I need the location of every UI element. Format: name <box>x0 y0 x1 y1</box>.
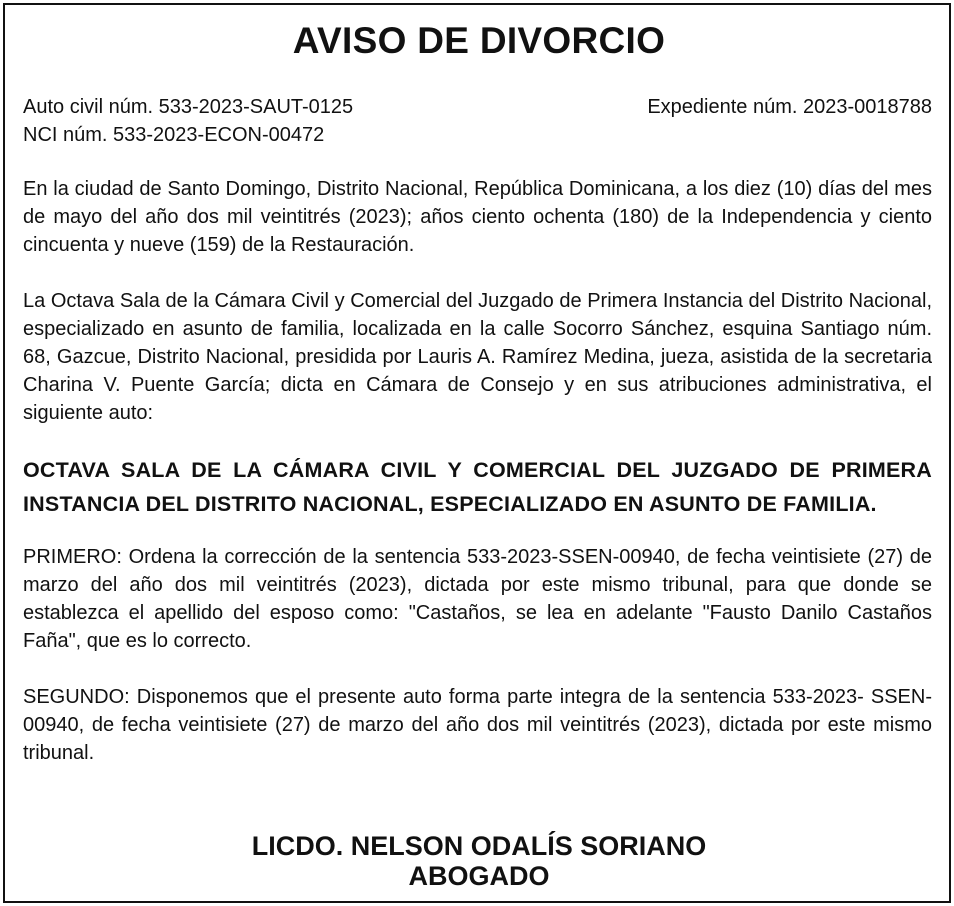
date-paragraph: En la ciudad de Santo Domingo, Distrito Nacional, República Dominicana, a los diez (10) días del mes de mayo del año dos mil veintitrés (2023); años ciento ochenta (180) de la Independencia y ciento cincuenta y nueve (159) de la Restauración. <box>23 178 932 256</box>
case-references-row <box>23 93 932 121</box>
court-paragraph: La Octava Sala de la Cámara Civil y Comercial del Juzgado de Primera Instancia del Distrito Nacional, especializado en asunto de familia, localizada en la calle Socorro Sánchez, esquina Santiago núm. 68, Gazcue, Distrito Nacional, presidida por Lauris A. Ramírez Medina, jueza, asistida de la secretaria Charina V. Puente García; dicta en Cámara de Consejo y en sus atribuciones administrativa, el siguiente auto: <box>23 290 932 424</box>
nci-number: NCI núm. 533-2023-ECON-00472 <box>23 124 325 146</box>
signature-role: ABOGADO <box>408 861 550 891</box>
notice-title: AVISO DE DIVORCIO <box>292 20 666 61</box>
primero-paragraph: PRIMERO: Ordena la corrección de la sentencia 533-2023-SSEN-00940, de fecha veintisiete (27) de marzo del año dos mil veintitrés (2023), dictada por este mismo tribunal, para que donde se establezca el apellido del esposo como: "Castaños, se lea en adelante "Fausto Danilo Castaños Faña", que es lo correcto. <box>23 546 932 652</box>
expediente-number: Expediente núm. 2023-0018788 <box>647 96 932 118</box>
signature-name: LICDO. NELSON ODALÍS SORIANO <box>251 831 707 861</box>
auto-civil-number: Auto civil núm. 533-2023-SAUT-0125 <box>23 96 354 118</box>
notice-body <box>23 175 932 767</box>
signature-block <box>5 831 953 891</box>
segundo-paragraph: SEGUNDO: Disponemos que el presente auto forma parte integra de la sentencia 533-2023- SSEN-00940, de fecha veintisiete (27) de marzo del año dos mil veintitrés (2023), dictada por este mismo tribunal. <box>23 686 932 764</box>
court-heading: OCTAVA SALA DE LA CÁMARA CIVIL Y COMERCIAL DEL JUZGADO DE PRIMERA INSTANCIA DEL DISTRITO NACIONAL, ESPECIALIZADO EN ASUNTO DE FAMILIA. <box>23 458 932 516</box>
case-references <box>23 93 932 149</box>
notice-border <box>3 3 951 903</box>
